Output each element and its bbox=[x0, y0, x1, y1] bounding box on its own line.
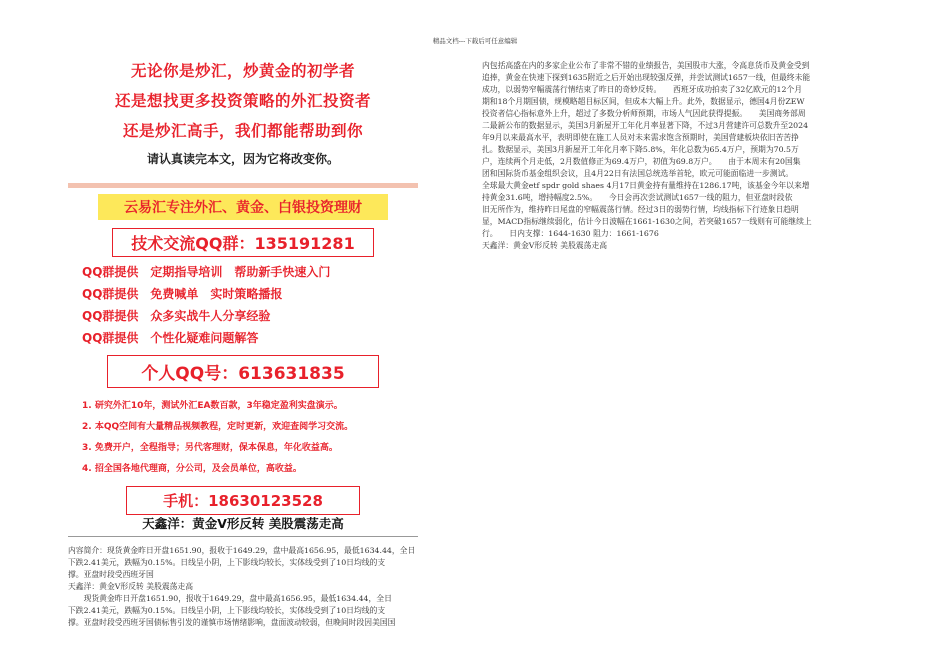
article-title: 天鑫洋：黄金V形反转 美股震荡走高 bbox=[68, 514, 418, 537]
feature-list bbox=[82, 261, 418, 349]
ad-divider bbox=[68, 183, 418, 188]
text-line: 旧无所作为，维持昨日尾盘的窄幅震荡行情。经过3日的弱势行情，均线指标下行迹象日趋明 bbox=[482, 205, 799, 214]
ad-headline-2: 还是想找更多投资策略的外汇投资者 bbox=[114, 92, 371, 110]
text-line: 追捧，黄金在快速下探到1635附近之后开始出现较强反弹，并尝试测试1657一线，但最终未能 bbox=[482, 73, 811, 82]
text-line: 户，连续两个月走低，2月数值修正为69.4万户，初值为69.8万户。 由于本周末有20国集 bbox=[482, 157, 801, 166]
personal-qq-box: 个人QQ号：613631835 bbox=[107, 355, 379, 388]
service-item: 3. 免费开户，全程指导；另代客理财，保本保息，年化收益高。 bbox=[82, 443, 338, 453]
text-line: 投资者信心指标意外上升，超过了多数分析师预期，市场人气因此获得提振。 美国商务部周 bbox=[482, 109, 806, 118]
text-line: 天鑫洋：黄金V形反转 美股震荡走高 bbox=[482, 241, 608, 250]
service-list bbox=[82, 396, 418, 480]
text-line: 撑。亚盘时段受西班牙国债标售引发的谨慎市场情绪影响，盘面波动较弱，但晚间时段因美国国 bbox=[68, 618, 396, 627]
text-line: 下跌2.41美元，跌幅为0.15%。日线呈小阴，上下影线均较长，实体线受到了10日均线的支 bbox=[68, 558, 386, 567]
text-line: 持黄金31.6吨，增持幅度2.5%。 今日会再次尝试测试1657一线的阻力，但亚盘时段依 bbox=[482, 193, 793, 202]
text-line: 现货黄金昨日开盘1651.90，报收于1649.29，盘中最高1656.95，最低1634.44，全日 bbox=[68, 594, 392, 603]
page-header: 精品文档---下载后可任意编辑 bbox=[432, 37, 518, 45]
text-line: 扎。数据显示，美国3月新屋开工年化月率下降5.8%，年化总数为65.4万户，预期为70.5万 bbox=[482, 145, 799, 154]
service-item: 2. 本QQ空间有大量精品视频教程，定时更新，欢迎查阅学习交流。 bbox=[82, 422, 354, 432]
service-item: 1. 研究外汇10年，测试外汇EA数百款，3年稳定盈利实盘演示。 bbox=[82, 401, 343, 411]
qq-group-box: 技术交流QQ群：135191281 bbox=[112, 228, 374, 257]
text-line: 全球最大黄金etf spdr gold shaes 4月17日黄金持有量维持在1286.17吨，该基金今年以来增 bbox=[482, 181, 810, 190]
text-line: 行。 日内支撑：1644-1630 阻力：1661-1676 bbox=[482, 229, 659, 238]
text-line: 团和国际货币基金组织会议，且4月22日有法国总统选举首轮，欧元可能面临进一步测试。 bbox=[482, 169, 794, 178]
feature-item: QQ群提供 免费喊单 实时策略播报 bbox=[82, 287, 283, 301]
feature-item: QQ群提供 众多实战牛人分享经验 bbox=[82, 309, 271, 323]
text-line: 成功，以弱势窄幅震荡行情结束了昨日的奇妙反转。 西班牙成功拍卖了32亿欧元的12个月 bbox=[482, 85, 803, 94]
ad-headline-1: 无论你是炒汇，炒黄金的初学者 bbox=[130, 62, 355, 80]
article-left-column bbox=[68, 545, 424, 629]
ad-headline-3: 还是炒汇高手，我们都能帮助到你 bbox=[122, 122, 363, 140]
text-line: 内包括高盛在内的多家企业公布了非常不错的业绩报告，美国股市大涨，令高息货币及黄金受到 bbox=[482, 61, 810, 70]
text-line: 下跌2.41美元，跌幅为0.15%。日线呈小阴，上下影线均较长，实体线受到了10日均线的支 bbox=[68, 606, 386, 615]
ad-panel bbox=[68, 56, 418, 515]
text-line: 二最新公布的数据显示，美国3月新屋开工年化月率显著下降，不过3月营建许可总数升至2024 bbox=[482, 121, 809, 130]
ad-banner: 云易汇专注外汇、黄金、白银投资理财 bbox=[98, 194, 388, 220]
text-line: 内容简介：现货黄金昨日开盘1651.90，报收于1649.29，盘中最高1656.95，最低1634.44，全日 bbox=[68, 546, 416, 555]
text-line: 期和18个月期国债，规模略超目标区间，但成本大幅上升。此外，数据显示，德国4月份ZEW bbox=[482, 97, 805, 106]
text-line: 显，MACD指标继续弱化，估计今日波幅在1661-1630之间，若突破1657一线则有可能继续上 bbox=[482, 217, 812, 226]
service-item: 4. 招全国各地代理商，分公司，及会员单位，高收益。 bbox=[82, 464, 302, 474]
ad-subheadline: 请认真读完本文，因为它将改变你。 bbox=[146, 152, 339, 166]
phone-box: 手机：18630123528 bbox=[126, 486, 360, 515]
text-line: 撑。亚盘时段受西班牙国 bbox=[68, 570, 154, 579]
text-line: 年9月以来最高水平，表明即使在施工人员对未来需求饱含预期时，美国营建板块依旧苦苦挣 bbox=[482, 133, 799, 142]
article-right-column bbox=[482, 60, 827, 252]
text-line: 天鑫洋：黄金V形反转 美股震荡走高 bbox=[68, 582, 194, 591]
feature-item: QQ群提供 定期指导培训 帮助新手快速入门 bbox=[82, 265, 331, 279]
feature-item: QQ群提供 个性化疑难问题解答 bbox=[82, 331, 259, 345]
